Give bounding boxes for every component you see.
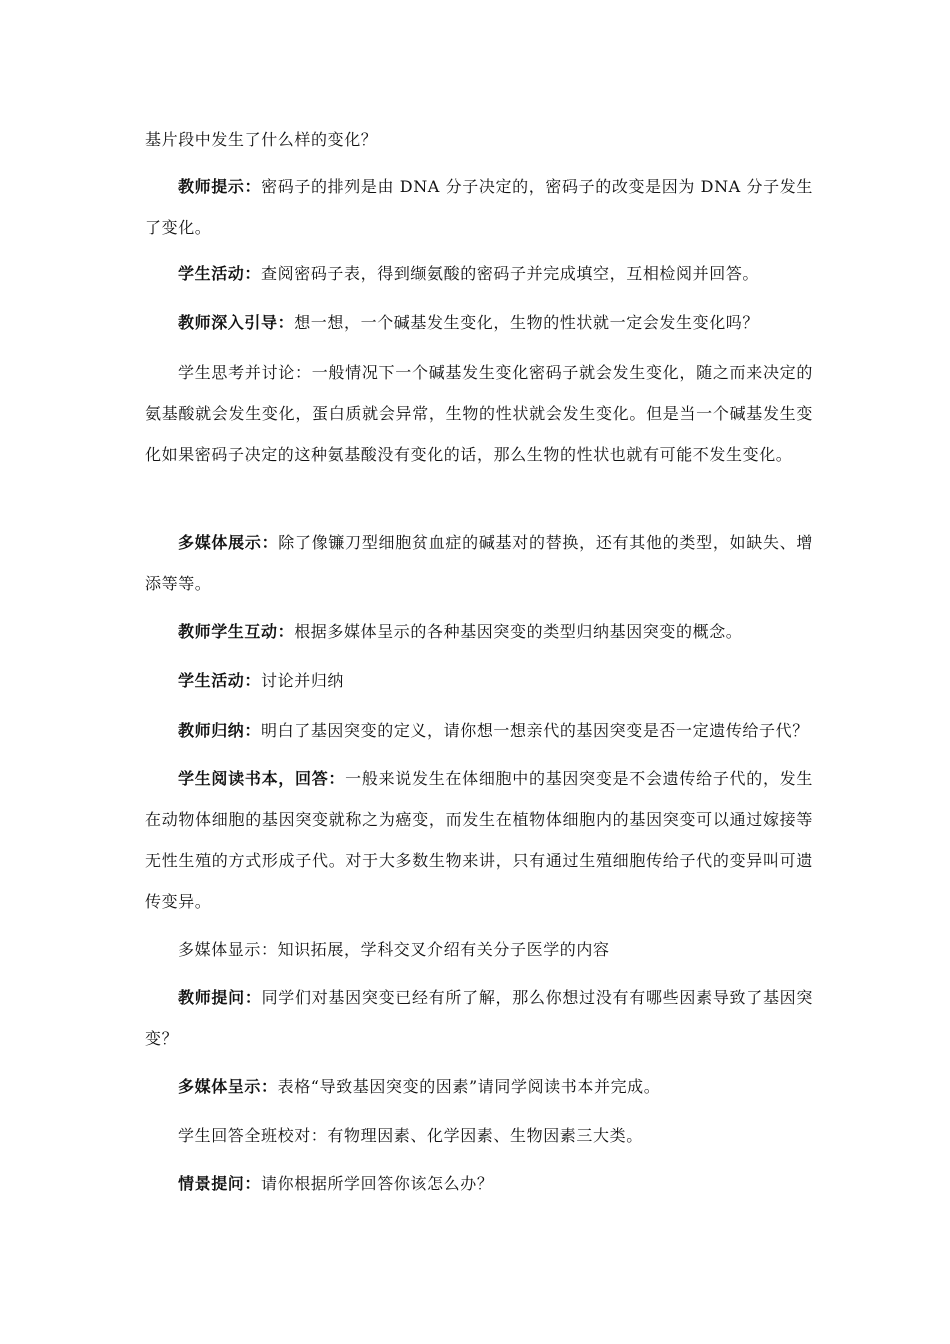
paragraph-11 [145,929,813,970]
paragraph-text: 基片段中发生了什么样的变化？ [145,130,378,149]
paragraph-text: 想一想，一个碱基发生变化，生物的性状就一定会发生变化吗？ [294,313,760,332]
paragraph-label: 教师学生互动： [178,622,295,641]
paragraph-label: 学生活动： [178,671,262,690]
paragraph-15 [145,1163,813,1204]
paragraph-label: 多媒体呈示： [178,1077,278,1096]
paragraph-text: 学生回答全班校对：有物理因素、化学因素、生物因素三大类。 [178,1126,643,1145]
paragraph-text: 多媒体显示：知识拓展，学科交叉介绍有关分子医学的内容 [178,940,610,959]
paragraph-text: 密码子的排列是由 DNA 分子决定的，密码子的改变是因为 DNA 分子发生了变化。 [145,177,813,237]
paragraph-label: 教师提问： [178,988,262,1007]
paragraph-label: 情景提问： [178,1174,262,1193]
paragraph-label: 学生活动： [178,264,262,283]
paragraph-text: 同学们对基因突变已经有所了解，那么你想过没有有哪些因素导致了基因突变？ [145,988,813,1048]
paragraph-7 [145,611,813,652]
paragraph-10 [145,758,813,922]
paragraph-13 [145,1066,813,1107]
paragraph-1 [145,119,813,160]
paragraph-12 [145,977,813,1059]
paragraph-5 [145,352,813,475]
paragraph-label: 教师深入引导： [178,313,295,332]
paragraph-text: 查阅密码子表，得到缬氨酸的密码子并完成填空，互相检阅并回答。 [261,264,760,283]
paragraph-text: 表格“导致基因突变的因素”请同学阅读书本并完成。 [277,1077,661,1096]
paragraph-9 [145,710,813,751]
paragraph-3 [145,253,813,294]
paragraph-label: 教师提示： [178,177,262,196]
paragraph-4 [145,302,813,343]
paragraph-6 [145,522,813,604]
paragraph-2 [145,166,813,248]
paragraph-label: 学生阅读书本，回答： [178,769,346,788]
paragraph-8 [145,660,813,701]
paragraph-text: 除了像镰刀型细胞贫血症的碱基对的替换，还有其他的类型，如缺失、增添等等。 [145,533,813,593]
paragraph-14 [145,1115,813,1156]
paragraph-text: 明白了基因突变的定义，请你想一想亲代的基因突变是否一定遗传给子代？ [261,721,809,740]
paragraph-label: 多媒体展示： [178,533,279,552]
paragraph-text: 讨论并归纳 [261,671,345,690]
paragraph-label: 教师归纳： [178,721,262,740]
paragraph-text: 学生思考并讨论：一般情况下一个碱基发生变化密码子就会发生变化，随之而来决定的氨基酸就会发生变化，蛋白质就会异常，生物的性状就会发生变化。但是当一个碱基发生变化如果密码子决定的这种氨基酸没有变化的话，那么生物的性状也就有可能不发生变化。 [145,363,813,464]
paragraph-text: 请你根据所学回答你该怎么办？ [261,1174,494,1193]
paragraph-text: 根据多媒体呈示的各种基因突变的类型归纳基因突变的概念。 [294,622,743,641]
paragraph-text: 一般来说发生在体细胞中的基因突变是不会遗传给子代的，发生在动物体细胞的基因突变就称之为癌变，而发生在植物体细胞内的基因突变可以通过嫁接等无性生殖的方式形成子代。对于大多数生物来讲，只有通过生殖细胞传给子代的变异叫可遗传变异。 [145,769,813,911]
